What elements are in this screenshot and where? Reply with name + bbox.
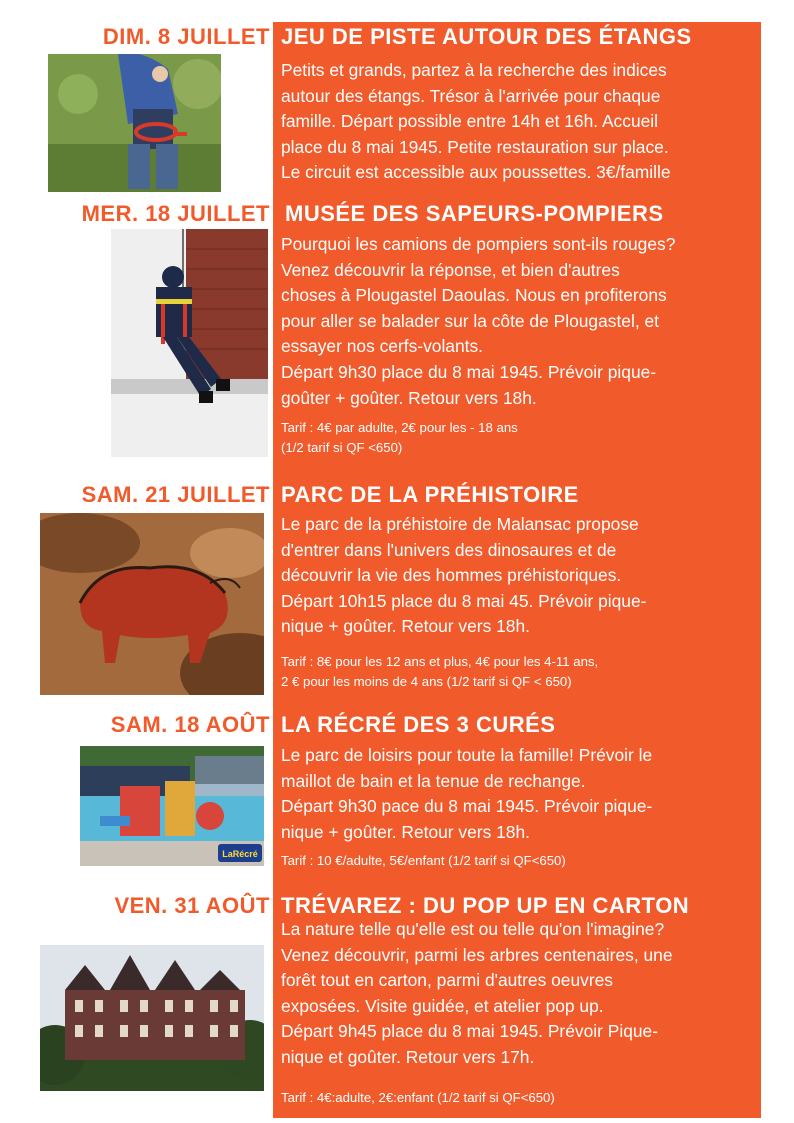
cave-painting-bison-photo xyxy=(40,513,264,695)
trevarez-chateau-photo xyxy=(40,945,264,1091)
event-title: MUSÉE DES SAPEURS-POMPIERS xyxy=(285,201,664,226)
recre-logo-text: LaRécré xyxy=(222,849,258,859)
event-tarif: Tarif : 8€ pour les 12 ans et plus, 4€ pour les 4-11 ans, 2 € pour les moins de 4 ans (1/2 tarif si QF < 650) xyxy=(281,654,599,689)
waterpark-photo xyxy=(80,746,264,866)
event-tarif: Tarif : 10 €/adulte, 5€/enfant (1/2 tarif si QF<650) xyxy=(281,853,566,868)
event-description: La nature telle qu'elle est ou telle qu'on l'imagine? Venez découvrir, parmi les arbres centenaires, une forêt tout en carton, parmi d'autres oeuvres exposées. Visite guidée, et atelier pop up. Départ 9h45 place du 8 mai 1945. Prévoir Pique- nique et goûter. Retour vers 17h. xyxy=(281,919,673,1067)
firefighter-rappel-photo xyxy=(111,229,268,457)
event-date: SAM. 21 JUILLET xyxy=(81,482,270,507)
event-description: Petits et grands, partez à la recherche des indices autour des étangs. Trésor à l'arrivée pour chaque famille. Départ possible entre 14h et 16h. Accueil place du 8 mai 1945. Petite restauration sur place. Le circuit est accessible aux poussettes. 3€/famille xyxy=(281,60,671,183)
event-title: TRÉVAREZ : DU POP UP EN CARTON xyxy=(281,893,690,918)
event-description: Le parc de loisirs pour toute la famille! Prévoir le maillot de bain et la tenue de rechange. Départ 9h30 pace du 8 mai 1945. Prévoir pique- nique + goûter. Retour vers 18h. xyxy=(281,745,653,842)
event-title: PARC DE LA PRÉHISTOIRE xyxy=(281,482,579,507)
child-magnifier-photo xyxy=(48,54,221,192)
event-tarif: Tarif : 4€ par adulte, 2€ pour les - 18 ans (1/2 tarif si QF <650) xyxy=(281,420,518,455)
event-description: Le parc de la préhistoire de Malansac propose d'entrer dans l'univers des dinosaures et de découvrir la vie des hommes préhistoriques. Départ 10h15 place du 8 mai 45. Prévoir pique- nique + goûter. Retour vers 18h. xyxy=(281,514,647,637)
event-title: LA RÉCRÉ DES 3 CURÉS xyxy=(281,712,556,737)
event-date: MER. 18 JUILLET xyxy=(81,201,270,226)
event-date: VEN. 31 AOÛT xyxy=(114,893,270,918)
event-date: DIM. 8 JUILLET xyxy=(102,24,270,49)
event-tarif: Tarif : 4€:adulte, 2€:enfant (1/2 tarif si QF<650) xyxy=(281,1090,555,1105)
event-date: SAM. 18 AOÛT xyxy=(110,712,270,737)
event-description: Pourquoi les camions de pompiers sont-ils rouges? Venez découvrir la réponse, et bien d'autres choses à Plougastel Daoulas. Nous en profiterons pour aller se balader sur la côte de Plougastel, et essayer nos cerfs-volants. Départ 9h30 place du 8 mai 1945. Prévoir pique- goûter + goûter. Retour vers 18h. xyxy=(281,234,676,408)
event-title: JEU DE PISTE AUTOUR DES ÉTANGS xyxy=(281,24,692,49)
